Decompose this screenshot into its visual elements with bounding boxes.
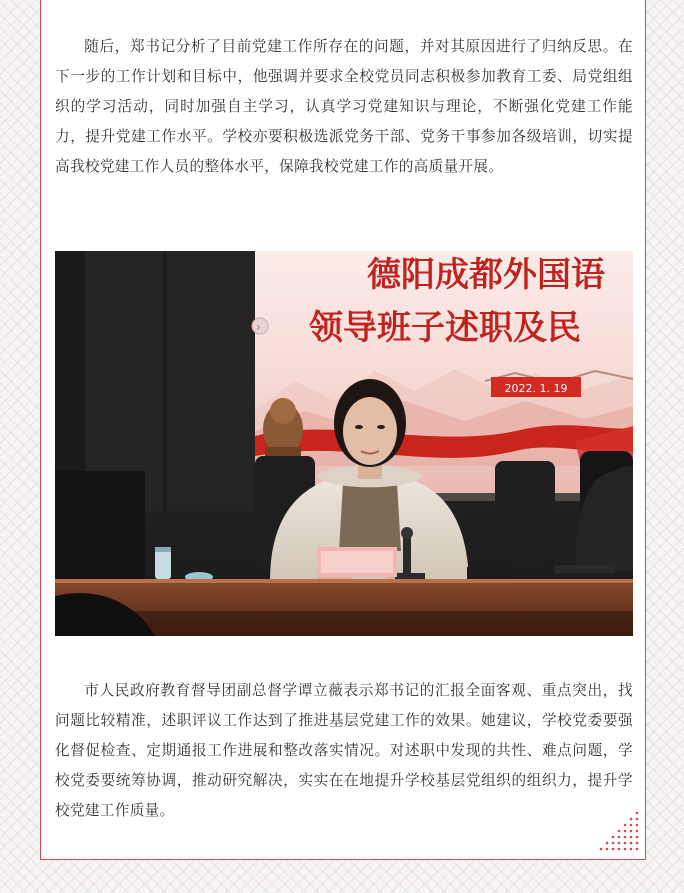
article-card <box>40 0 646 860</box>
meeting-photo <box>55 251 633 636</box>
article-paragraph: 随后，郑书记分析了目前党建工作所存在的问题，并对其原因进行了归纳反思。在下一步的工作计划和目标中，他强调并要求全校党员同志积极参加教育工委、局党组组织的学习活动，同时加强自主学习，认真学习党建知识与理论，不断强化党建工作能力，提升党建工作水平。学校亦要积极选派党务干部、党务干事参加各级培训，切实提高我校党建工作人员的整体水平，保障我校党建工作的高质量开展。 <box>55 38 633 175</box>
banner-date: 2022. 1. 19 <box>504 382 568 395</box>
bottom-divider <box>40 859 646 860</box>
svg-text:›: › <box>256 320 261 334</box>
article-paragraph: 市人民政府教育督导团副总督学谭立薇表示郑书记的汇报全面客观、重点突出，找问题比较精准，述职评议工作达到了推进基层党建工作的效果。她建议，学校党委要强化督促检查、定期通报工作进展和整改落实情况。对述职中发现的共性、难点问题，学校党委要统筹协调，推动研究解决，实实在在地提升学校基层党组织的组织力，提升学校党建工作质量。 <box>55 682 633 819</box>
decorative-dots <box>591 809 641 855</box>
banner-title-line1: 德阳成都外国语 <box>367 255 605 295</box>
banner-title-line2: 领导班子述职及民 <box>309 308 581 348</box>
